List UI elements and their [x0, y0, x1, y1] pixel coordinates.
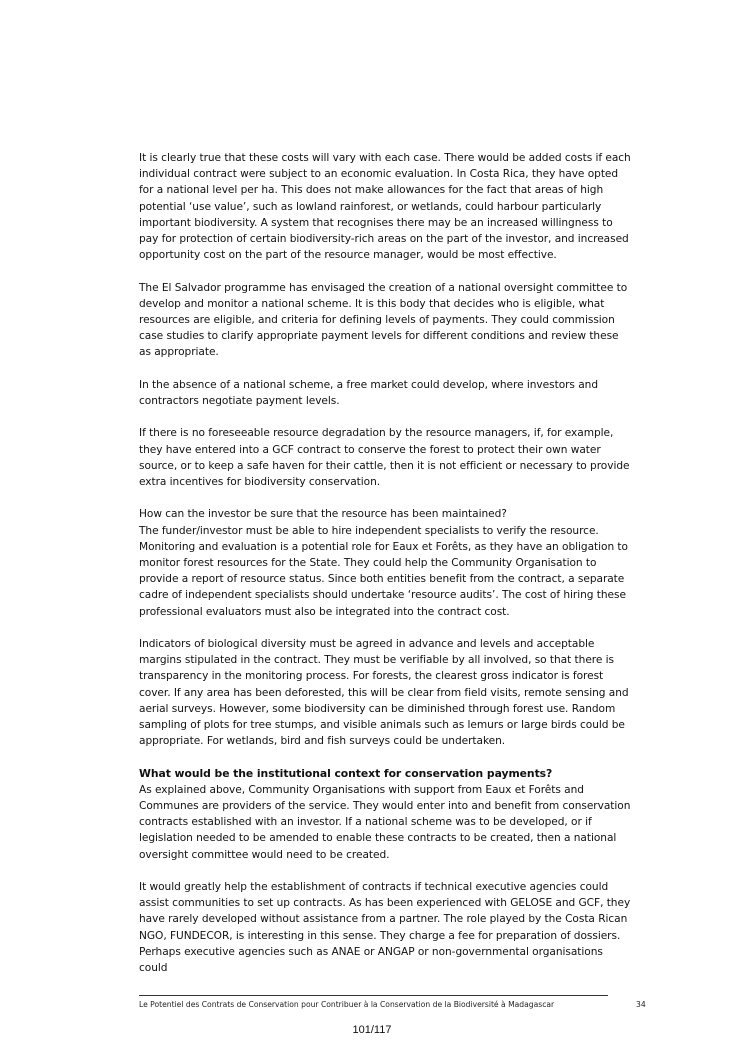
paragraph-biodiversity-indicators: Indicators of biological diversity must be agreed in advance and levels and acceptable margins stipulated in the contract. They must be verifiable by all involved, so that there is transparency in the monitoring process. For forests, the clearest gross indicator is forest cover. If any area has been deforested, this will be clear from field visits, remote sensing and aerial surveys. However, some biodiversity can be diminished through forest use. Random sampling of plots for tree stumps, and visible animals such as lemurs or large birds could be appropriate. For wetlands, bird and fish surveys could be undertaken.: [139, 638, 629, 748]
paragraph-free-market: In the absence of a national scheme, a free market could develop, where investors and contractors negotiate payment levels.: [139, 378, 598, 408]
paragraph-community-organisations: As explained above, Community Organisations with support from Eaux et Forêts and Communes are providers of the service. They would enter into and benefit from conservation contracts established with an investor. If a national scheme was to be developed, or if legislation needed to be amended to enable these contracts to be created, then a national oversight committee would need to be created.: [139, 783, 631, 861]
body-text: [139, 150, 631, 976]
paragraph-executive-agencies: It would greatly help the establishment of contracts if technical executive agencies could assist communities to set up contracts. As has been experienced with GELOSE and GCF, they have rarely developed without assistance from a partner. The role played by the Costa Rican NGO, FUNDECOR, is interesting in this sense. They charge a fee for preparation of dossiers. Perhaps executive agencies such as ANAE or ANGAP or non-governmental organisations could: [139, 881, 631, 975]
footer-divider: [139, 995, 608, 996]
paragraph-independent-specialists: The funder/investor must be able to hire independent specialists to verify the resource. Monitoring and evaluation is a potential role for Eaux et Forêts, as they have an obligation to monitor forest resources for the State. They could help the Community Organisation to provide a report of resource status. Since both entities benefit from the contract, a separate cadre of independent specialists should undertake ‘resource audits’. The cost of hiring these professional evaluators must also be integrated into the contract cost.: [139, 524, 628, 618]
footer-page-number: 34: [636, 1000, 646, 1009]
paragraph-el-salvador: The El Salvador programme has envisaged the creation of a national oversight committee to develop and monitor a national scheme. It is this body that decides who is eligible, what resources are eligible, and criteria for defining levels of payments. They could commission case studies to clarify appropriate payment levels for different conditions and review these as appropriate.: [139, 281, 628, 359]
paragraph-cost-variation: It is clearly true that these costs will vary with each case. There would be added costs if each individual contract were subject to an economic evaluation. In Costa Rica, they have opted for a national level per ha. This does not make allowances for the fact that areas of high potential ‘use value’, such as lowland rainforest, or wetlands, could harbour particularly important biodiversity. A system that recognises there may be an increased willingness to pay for protection of certain biodiversity-rich areas on the part of the investor, and increased opportunity cost on the part of the resource manager, would be most effective.: [139, 152, 631, 262]
paragraph-no-degradation: If there is no foreseeable resource degradation by the resource managers, if, for example, they have entered into a GCF contract to conserve the forest to protect their own water source, or to keep a safe haven for their cattle, then it is not efficient or necessary to provide extra incentives for biodiversity conservation.: [139, 427, 630, 489]
footer-document-title: Le Potentiel des Contrats de Conservation pour Contribuer à la Conservation de la Biodiversité à Madagascar: [139, 1000, 555, 1009]
paragraph-investor-question: How can the investor be sure that the resource has been maintained?: [139, 508, 507, 521]
viewer-page-counter: 101/117: [352, 1024, 392, 1036]
section-heading-institutional-context: What would be the institutional context for conservation payments?: [139, 766, 553, 780]
